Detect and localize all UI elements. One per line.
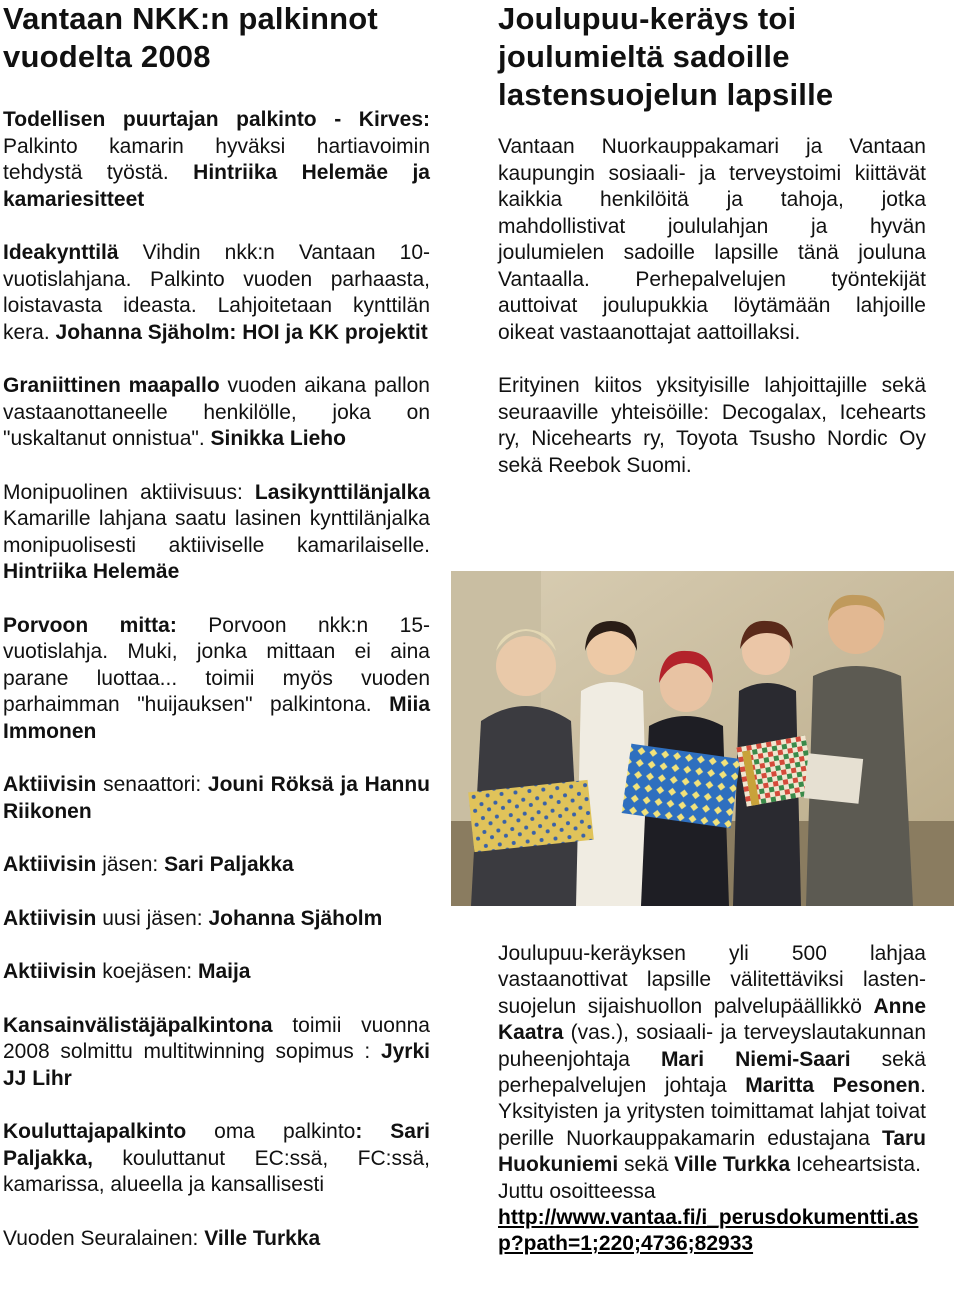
right-column — [498, 0, 926, 479]
award-porvoon-mitta: Porvoon mitta: Porvoon nkk:n 15-vuotislahja. Muki, jonka mittaan ei aina parane luottaa... toimii myös vuoden parhaimman "huijauksen" palkintona. Miia Immonen — [3, 613, 430, 743]
left-article-title: Vantaan NKK:n palkinnot vuodelta 2008 — [3, 1, 378, 74]
award-koejasen: Aktiivisin koejäsen: Maija — [3, 960, 251, 983]
right-article-title: Joulupuu-keräys toi joulumieltä sadoille lastensuojelun lapsille — [498, 1, 834, 112]
group-photo — [451, 571, 954, 906]
award-ideakynttila: Ideakynttilä Vihdin nkk:n Vantaan 10-vuotislahjana. Palkinto vuoden parhaasta, loistavasta ideasta. Lahjoitetaan kynttilän kera. Johanna Sjäholm: HOI ja KK projektit — [3, 241, 430, 344]
right-paragraph-1: Vantaan Nuorkauppakamari ja Vantaan kaupungin sosiaali- ja terveystoimi kiittävät kaikkia henkilöitä ja tahoja, jotka mahdollistivat joululahjan ja hyvän joulumielen sadoille lapsille tänä jouluna Vantaalla. Perhepalvelujen työntekijät auttoivat joulupukkia löytämään lahjoille oikeat vastaanottajat aattoillaksi. — [498, 135, 926, 344]
award-lasikynttilanjalka: Monipuolinen aktiivisuus: Lasikynttilänjalka Kamarille lahjana saatu lasinen kynttilänjalka monipuolisesti aktiiviselle kamarilaiselle. Hintriika Helemäe — [3, 480, 430, 583]
award-kansainvalistaja: Kansainvälistäjäpalkintona toimii vuonna 2008 solmittu multitwinning sopimus : Jyrki JJ Lihr — [3, 1013, 430, 1090]
award-seuralainen: Vuoden Seuralainen: Ville Turkka — [3, 1226, 321, 1250]
award-kirves: Todellisen puurtajan palkinto - Kirves: Palkinto kamarin hyväksi hartiavoimin tehdystä työstä. Hintriika Helemäe ja kamariesitteet — [3, 108, 430, 211]
award-uusi-jasen: Aktiivisin uusi jäsen: Johanna Sjäholm — [3, 906, 383, 930]
caption-link-intro: Juttu osoitteessa — [498, 1179, 656, 1203]
photo-caption — [498, 941, 926, 1258]
article-link[interactable]: http://www.vantaa.fi/i_perusdokumentti.asp?path=1;220;4736;82933 — [498, 1206, 919, 1256]
award-maapallo: Graniittinen maapallo vuoden aikana pallon vastaanottaneelle henkilölle, joka on "uskaltanut onnistua". Sinikka Lieho — [3, 374, 430, 450]
left-column — [3, 0, 430, 1252]
award-jasen: Aktiivisin jäsen: Sari Paljakka — [3, 853, 294, 876]
right-paragraph-2: Erityinen kiitos yksityisille lahjoittajille sekä seuraaville yhteisöille: Decogalax, Icehearts ry, Nicehearts ry, Toyota Tsusho Nordic Oy sekä Reebok Suomi. — [498, 374, 926, 477]
award-senaattori: Aktiivisin senaattori: Jouni Röksä ja Hannu Riikonen — [3, 773, 431, 823]
caption-text: Joulupuu-keräyksen yli 500 lahjaa vastaanottivat lapsille välitettäviksi lasten- suojelun sijaishuollon palvelupäällikkö Anne Kaatra (vas.), sosiaali- ja terveyslautakunnan puheenjohtaja Mari Niemi-Saari sekä perhepalvelujen johtaja Maritta Pesonen. Yksityisten ja yritysten toimittamat lahjat toivat perille Nuorkauppakamarin edustajana Taru Huokuniemi sekä Ville Turkka Iceheartsista. — [498, 942, 926, 1177]
award-kouluttaja: Kouluttajapalkinto oma palkinto: Sari Paljakka, kouluttanut EC:ssä, FC:ssä, kamarissa, alueella ja kansallisesti — [3, 1120, 430, 1196]
